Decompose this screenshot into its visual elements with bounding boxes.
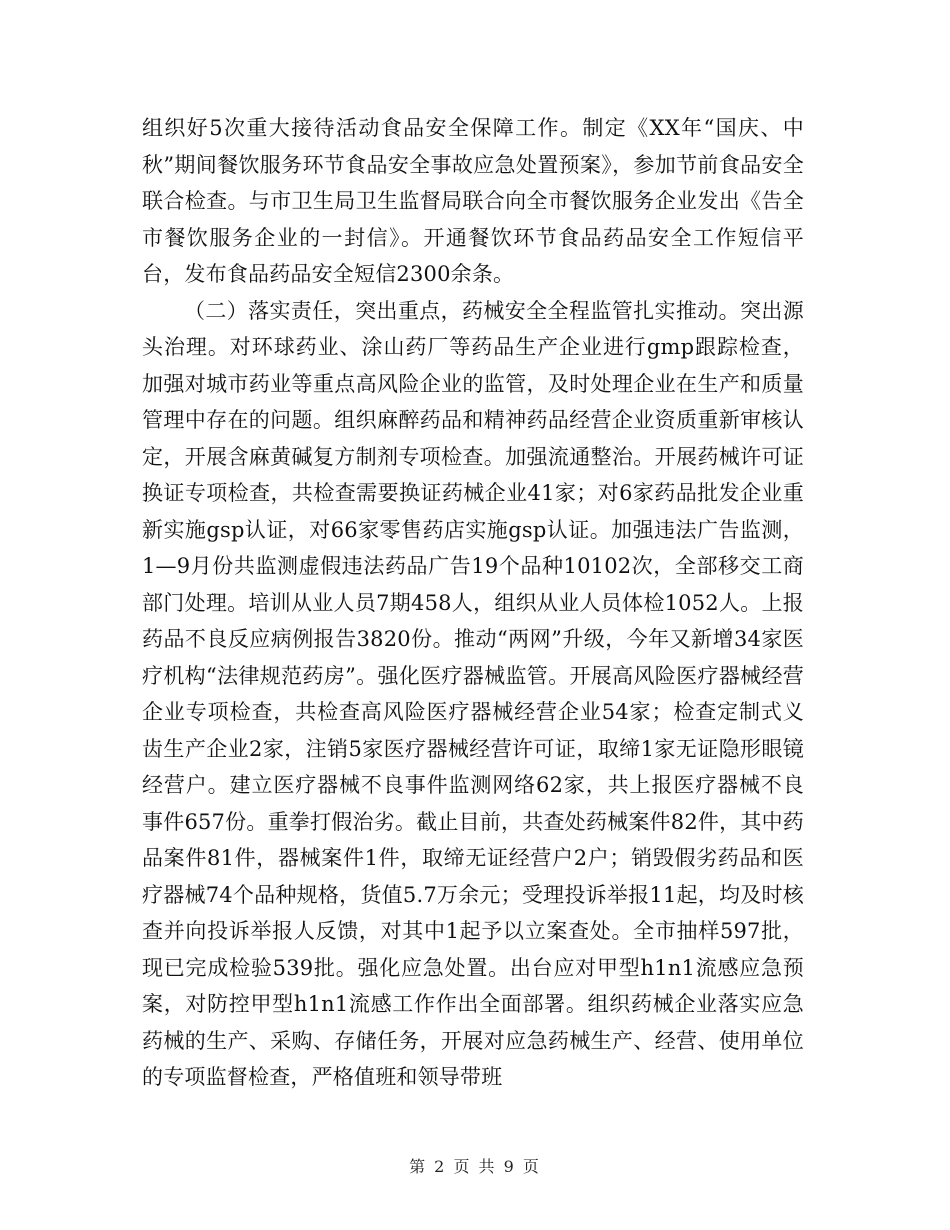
document-body [142,110,804,1096]
paragraph-continuation: 组织好5次重大接待活动食品安全保障工作。制定《XX年“国庆、中秋”期间餐饮服务环节食品安全事故应急处置预案》，参加节前食品安全联合检查。与市卫生局卫生监督局联合向全市餐饮服务企业发出《告全市餐饮服务企业的一封信》。开通餐饮环节食品药品安全工作短信平台，发布食品药品安全短信2300余条。 [142,116,804,286]
paragraph-section-two: （二）落实责任，突出重点，药械安全全程监管扎实推动。突出源头治理。对环球药业、涂山药厂等药品生产企业进行gmp跟踪检查，加强对城市药业等重点高风险企业的监管，及时处理企业在生产和质量管理中存在的问题。组织麻醉药品和精神药品经营企业资质重新审核认定，开展含麻黄碱复方制剂专项检查。加强流通整治。开展药械许可证换证专项检查，共检查需要换证药械企业41家；对6家药品批发企业重新实施gsp认证，对66家零售药店实施gsp认证。加强违法广告监测，1—9月份共监测虚假违法药品广告19个品种10102次，全部移交工商部门处理。培训从业人员7期458人，组织从业人员体检1052人。上报药品不良反应病例报告3820份。推动“两网”升级，今年又新增34家医疗机构“法律规范药房”。强化医疗器械监管。开展高风险医疗器械经营企业专项检查，共检查高风险医疗器械经营企业54家；检查定制式义齿生产企业2家，注销5家医疗器械经营许可证，取缔1家无证隐形眼镜经营户。建立医疗器械不良事件监测网络62家，共上报医疗器械不良事件657份。重拳打假治劣。截止目前，共查处药械案件82件，其中药品案件81件，器械案件1件，取缔无证经营户2户；销毁假劣药品和医疗器械74个品种规格，货值5.7万余元；受理投诉举报11起，均及时核查并向投诉举报人反馈，对其中1起予以立案查处。全市抽样597批，现已完成检验539批。强化应急处置。出台应对甲型h1n1流感应急预案，对防控甲型h1n1流感工作作出全面部署。组织药械企业落实应急药械的生产、采购、存储任务，开展对应急药械生产、经营、使用单位的专项监督检查，严格值班和领导带班 [142,298,804,1089]
page-number-footer: 第 2 页 共 9 页 [409,1157,541,1176]
